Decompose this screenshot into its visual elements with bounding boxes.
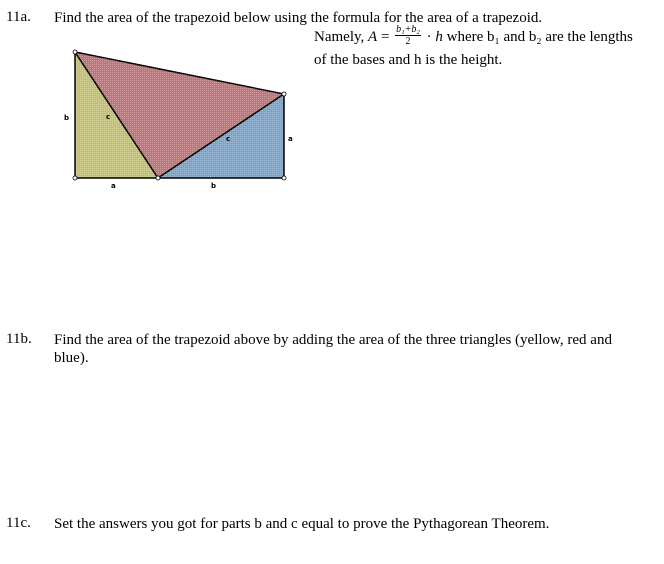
label-bottom-right-b: b — [211, 182, 217, 190]
label-bottom-left-a: a — [111, 182, 116, 190]
formula-variable-h: h — [435, 29, 443, 45]
label-right-side-a: a — [288, 135, 293, 143]
question-11c-number: 11c. — [6, 515, 31, 531]
vertex-point — [282, 92, 286, 96]
label-yellow-hypotenuse-c: c — [106, 113, 111, 121]
trapezoid-formula — [314, 26, 644, 71]
formula-equals: = — [377, 29, 394, 45]
question-11b-number: 11b. — [6, 331, 32, 347]
formula-fraction — [395, 24, 421, 47]
question-11c-text: Set the answers you got for parts b and c equal to prove the Pythagorean Theorem. — [54, 516, 550, 532]
vertex-point — [282, 176, 286, 180]
fraction-numerator: b₁+b₂ — [396, 24, 420, 36]
vertex-point — [156, 176, 160, 180]
vertex-point — [73, 50, 77, 54]
formula-dot: · — [422, 29, 436, 45]
formula-lead: Namely, — [314, 29, 369, 45]
vertex-point — [73, 176, 77, 180]
question-11b-text: Find the area of the trapezoid above by adding the area of the three triangles (yellow, red and blue). — [54, 332, 612, 366]
question-11a-number: 11a. — [6, 9, 31, 25]
label-blue-hypotenuse-c: c — [226, 135, 231, 143]
label-left-side-b: b — [64, 114, 70, 122]
formula-tail: where b₁ and b₂ are the lengths of the bases and h is the height. — [314, 29, 633, 69]
formula-variable-a: A — [368, 29, 378, 45]
trapezoid-figure — [60, 48, 300, 198]
fraction-denominator: 2 — [405, 36, 411, 48]
question-11a-text: Find the area of the trapezoid below using the formula for the area of a trapezoid. — [54, 10, 543, 26]
